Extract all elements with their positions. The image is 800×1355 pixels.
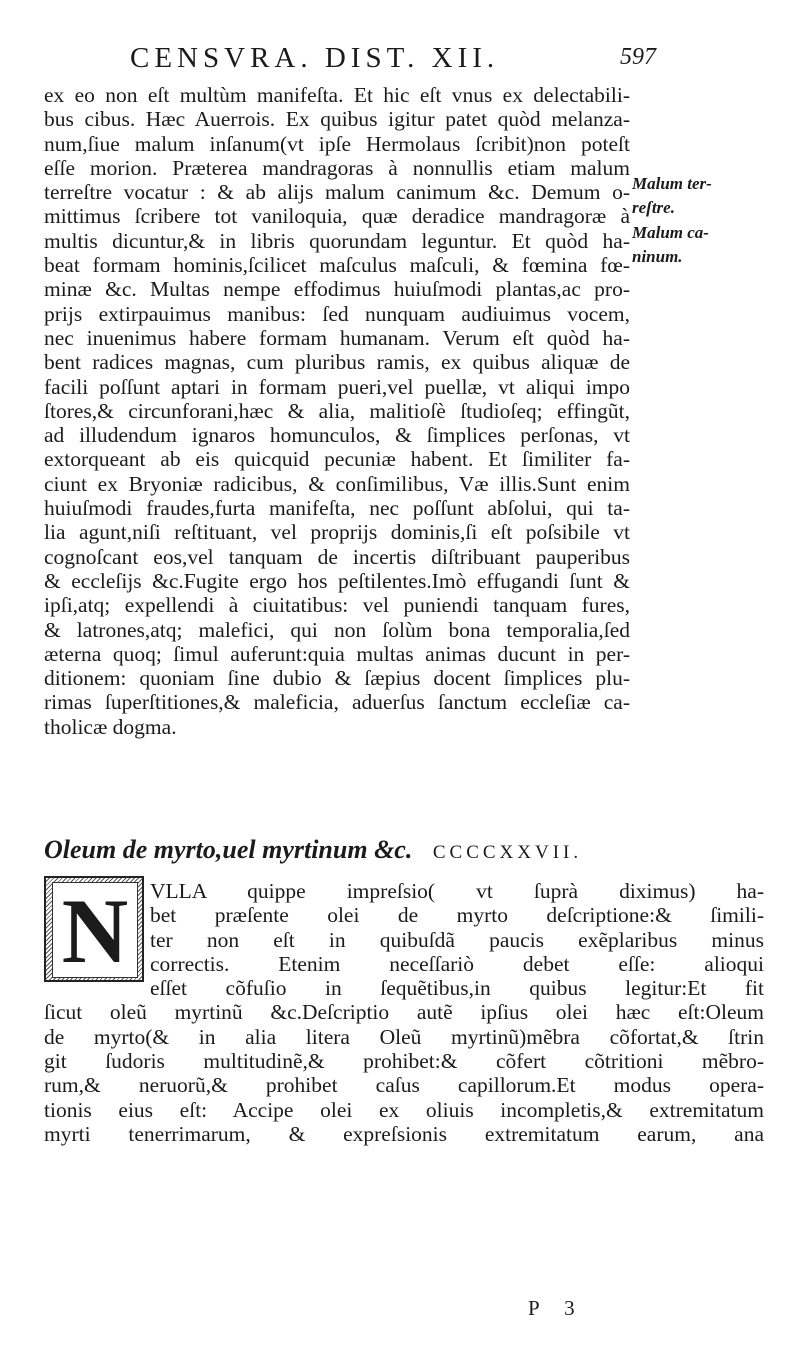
text-line: correctis. Etenim neceſſariò debet eſſe: alioqui [150, 951, 764, 976]
signature-mark: P 3 [528, 1296, 585, 1320]
section-text-block [44, 879, 764, 1146]
text-line: ſicut oleũ myrtinũ &c.Deſcriptio autẽ ipſius olei hæc eſt:Oleum [44, 1000, 764, 1025]
text-line: æterna quoq; ſimul auferunt:quia multas animas ducunt in per- [44, 641, 630, 666]
text-line: mittimus ſcribere tot vaniloquia, quæ deradice mandragoræ à [44, 204, 630, 229]
text-line: myrti tenerrimarum, & expreſsionis extremitatum earum, ana [44, 1121, 764, 1146]
section-heading [44, 835, 764, 865]
text-line: extorqueant ab eis quicquid pecuniæ habent. Et ſimiliter fa- [44, 447, 630, 472]
margin-note: reſtre. [632, 198, 675, 218]
text-line: tionis eius eſt: Accipe olei ex oliuis incompletis,& extremitatum [44, 1097, 764, 1122]
text-line: git ſudoris multitudinẽ,& prohibet:& cõfert cõtritioni mẽbro- [44, 1049, 764, 1074]
margin-note: ninum. [632, 246, 683, 266]
margin-note: Malum ter- [632, 174, 712, 193]
text-line: minæ &c. Multas nempe effodimus huiuſmodi plantas,ac pro- [44, 277, 630, 302]
text-line: eſſe morion. Præterea mandragoras à nonnullis etiam malum [44, 155, 630, 180]
page-header [0, 42, 800, 82]
text-line: facili poſſunt aptari in formam pueri,vel puellæ, vt aliqui impo [44, 374, 630, 399]
text-line: bus cibus. Hæc Auerrois. Ex quibus igitur patet quòd melanza- [44, 107, 630, 132]
text-line: bent radices magnas, cum pluribus ramis, ex quibus aliquæ de [44, 350, 630, 375]
main-text-block [44, 83, 630, 739]
text-line: beat formam hominis,ſcilicet maſculus maſculi, & fœmina fœ- [44, 253, 630, 278]
text-line: ter non eſt in quibuſdã paucis exẽplaribus minus [150, 927, 764, 952]
text-line: tholicæ dogma. [44, 714, 177, 739]
text-line: ipſi,atq; expellendi à ciuitatibus: vel puniendi tanquam fures, [44, 593, 630, 618]
text-line: ſtores,& circunforani,hæc & alia, malitioſè ſtudioſeq; effingũt, [44, 398, 630, 423]
text-line: num,ſiue malum inſanum(vt ipſe Hermolaus ſcribit)non poteſt [44, 131, 630, 156]
text-line: prijs extirpauimus manibus: ſed nunquam audiuimus vocem, [44, 301, 630, 326]
text-line: cognoſcant eos,vel tanquam de incertis diſtribuant pauperibus [44, 544, 630, 569]
text-line: huiuſmodi fraudes,furta manifeſta, nec poſſunt abſolui, qui ta- [44, 496, 630, 521]
text-line: & eccleſijs &c.Fugite ergo hos peſtilentes.Imò effugandi ſunt & [44, 568, 630, 593]
text-line: bet præſente olei de myrto deſcriptione:& ſimili- [150, 903, 764, 928]
section-title: Oleum de myrto,uel myrtinum &c. [44, 835, 413, 864]
text-line: ditionem: quoniam ſine dubio & ſæpius docent ſimplices plu- [44, 666, 630, 691]
text-line: ciunt ex Bryoniæ radicibus, & conſimilibus, Væ illis.Sunt enim [44, 471, 630, 496]
section-number: CCCCXXVII. [432, 842, 583, 863]
running-head: CENSVRA. DIST. XII. [130, 42, 500, 74]
margin-note: Malum ca- [632, 222, 709, 242]
text-line: eſſet cõfuſio in ſequẽtibus,in quibus legitur:Et fit [150, 976, 764, 1001]
text-line: de myrto(& in alia litera Oleũ myrtinũ)mẽbra cõfortat,& ſtrin [44, 1024, 764, 1049]
text-line: VLLA quippe impreſsio( vt ſuprà diximus) ha- [150, 879, 764, 903]
text-line: multis dicuntur,& in libris quorundam leguntur. Et quòd ha- [44, 228, 630, 253]
text-line: ex eo non eſt multùm manifeſta. Et hic eſt vnus ex delectabili- [44, 83, 630, 107]
text-line: rum,& neruorũ,& prohibet caſus capillorum.Et modus opera- [44, 1073, 764, 1098]
page-number: 597 [620, 44, 656, 70]
text-line: nec inuenimus habere formam humanam. Verum eſt quòd ha- [44, 325, 630, 350]
text-line: rimas ſuperſtitiones,& maleficia, aduerſus ſanctum eccleſiæ ca- [44, 690, 630, 715]
text-line: terreſtre vocatur : & ab alijs malum canimum &c. Demum o- [44, 180, 630, 205]
text-line: ad illudendum ignaros homunculos, & ſimplices perſonas, vt [44, 423, 630, 448]
initial-letter: N [52, 882, 138, 978]
margin-notes [632, 172, 792, 269]
text-line: & latrones,atq; malefici, qui non ſolùm bona temporalia,ſed [44, 617, 630, 642]
text-line: lia agunt,niſi reſtituant, vel proprijs dominis,ſi eſt poſsibile vt [44, 520, 630, 545]
